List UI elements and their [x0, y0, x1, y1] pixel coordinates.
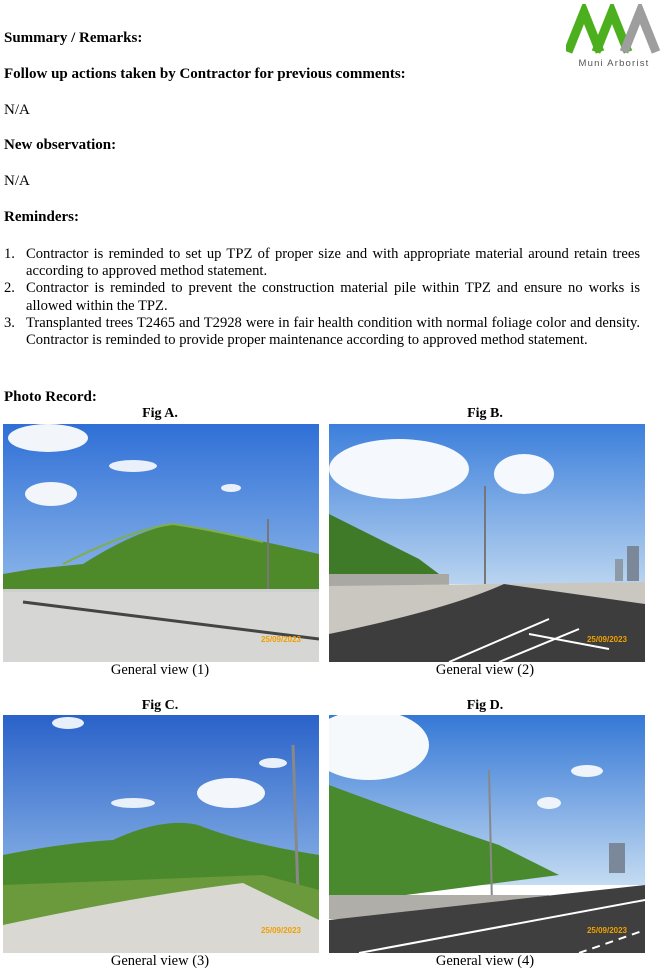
list-item	[4, 246, 640, 280]
date-stamp: 25/09/2023	[260, 926, 301, 935]
figure-label: Fig A.	[142, 406, 178, 421]
figure-caption: General view (3)	[110, 953, 210, 969]
figure-caption: General view (1)	[110, 662, 210, 678]
list-item-text: Transplanted trees T2465 and T2928 were in fair health condition with normal foliage color and density. Contractor is reminded to provide proper maintenance according to approved method statement.	[26, 314, 640, 349]
new-observation-heading: New observation:	[4, 137, 117, 153]
follow-up-heading: Follow up actions taken by Contractor for previous comments:	[4, 66, 406, 82]
list-item-number: 2.	[4, 280, 15, 297]
reminders-list	[4, 246, 640, 349]
follow-up-value: N/A	[4, 102, 30, 118]
figure-caption: General view (2)	[435, 662, 535, 678]
list-item-number: 1.	[4, 246, 15, 262]
date-stamp: 25/09/2023	[586, 635, 627, 644]
photo-fig-c	[3, 715, 319, 953]
list-item-number: 3.	[4, 314, 15, 331]
date-stamp: 25/09/2023	[260, 635, 301, 644]
new-observation-value: N/A	[4, 173, 30, 189]
photo-fig-d	[329, 715, 645, 953]
list-item	[4, 315, 640, 349]
photo-record-heading: Photo Record:	[4, 389, 97, 405]
logo-text: Muni Arborist	[578, 58, 650, 69]
figure-caption: General view (4)	[435, 953, 535, 969]
list-item-text: Contractor is reminded to prevent the construction material pile within TPZ and ensure no works is allowed within the TPZ.	[26, 280, 640, 314]
figure-label: Fig C.	[141, 698, 179, 713]
list-item	[4, 280, 640, 314]
figure-label: Fig D.	[466, 698, 504, 713]
photo-fig-b	[329, 424, 645, 662]
summary-heading: Summary / Remarks:	[4, 30, 143, 46]
photo-fig-a	[3, 424, 319, 662]
figure-label: Fig B.	[467, 406, 503, 421]
reminders-heading: Reminders:	[4, 209, 79, 225]
list-item-text: Contractor is reminded to set up TPZ of proper size and with appropriate material around retain trees according to approved method statement.	[26, 246, 640, 280]
date-stamp: 25/09/2023	[586, 926, 627, 935]
logo-mark-icon	[566, 4, 662, 56]
company-logo	[566, 4, 662, 74]
